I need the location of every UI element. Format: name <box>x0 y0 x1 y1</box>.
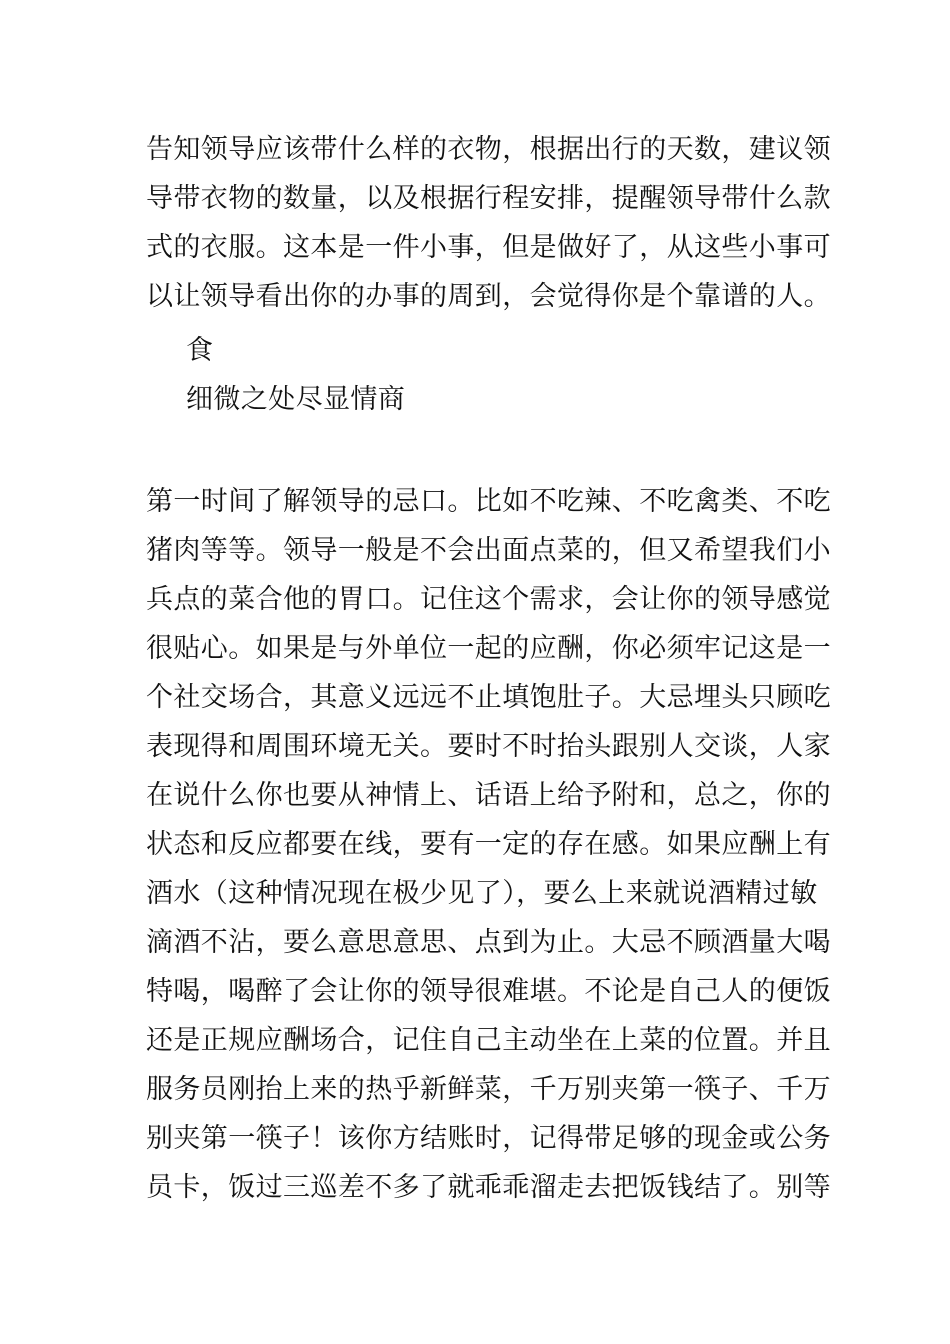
paragraph-2-line: 很贴心。如果是与外单位一起的应酬，你必须牢记这是一 <box>146 633 831 664</box>
section-heading: 食 <box>186 335 214 366</box>
paragraph-2-line: 特喝，喝醉了会让你的领导很难堪。不论是自己人的便饭 <box>146 976 831 1007</box>
paragraph-2-line: 猪肉等等。领导一般是不会出面点菜的，但又希望我们小 <box>146 535 831 566</box>
paragraph-2-line: 兵点的菜合他的胃口。记住这个需求，会让你的领导感觉 <box>146 584 831 615</box>
paragraph-2-line: 表现得和周围环境无关。要时不时抬头跟别人交谈，人家 <box>146 731 831 762</box>
paragraph-2-line: 第一时间了解领导的忌口。比如不吃辣、不吃禽类、不吃 <box>146 486 831 517</box>
paragraph-2-line: 别夹第一筷子！该你方结账时，记得带足够的现金或公务 <box>146 1123 831 1154</box>
paragraph-2-line: 在说什么你也要从神情上、话语上给予附和，总之，你的 <box>146 780 831 811</box>
paragraph-2-line: 员卡，饭过三巡差不多了就乖乖溜走去把饭钱结了。别等 <box>146 1172 831 1203</box>
paragraph-2-line: 状态和反应都要在线，要有一定的存在感。如果应酬上有 <box>146 829 831 860</box>
paragraph-1-line: 以让领导看出你的办事的周到，会觉得你是个靠谱的人。 <box>146 281 831 312</box>
paragraph-2-line: 酒水（这种情况现在极少见了），要么上来就说酒精过敏 <box>146 878 818 909</box>
paragraph-2-line: 还是正规应酬场合，记住自己主动坐在上菜的位置。并且 <box>146 1025 831 1056</box>
paragraph-1-line: 导带衣物的数量，以及根据行程安排，提醒领导带什么款 <box>146 183 831 214</box>
section-subheading: 细微之处尽显情商 <box>186 384 406 415</box>
paragraph-2-line: 滴酒不沾，要么意思意思、点到为止。大忌不顾酒量大喝 <box>146 927 831 958</box>
paragraph-1-line: 告知领导应该带什么样的衣物，根据出行的天数，建议领 <box>146 134 831 165</box>
paragraph-1-line: 式的衣服。这本是一件小事，但是做好了，从这些小事可 <box>146 232 831 263</box>
paragraph-2-line: 个社交场合，其意义远远不止填饱肚子。大忌埋头只顾吃 <box>146 682 831 713</box>
paragraph-2-line: 服务员刚抬上来的热乎新鲜菜，千万别夹第一筷子、千万 <box>146 1074 831 1105</box>
